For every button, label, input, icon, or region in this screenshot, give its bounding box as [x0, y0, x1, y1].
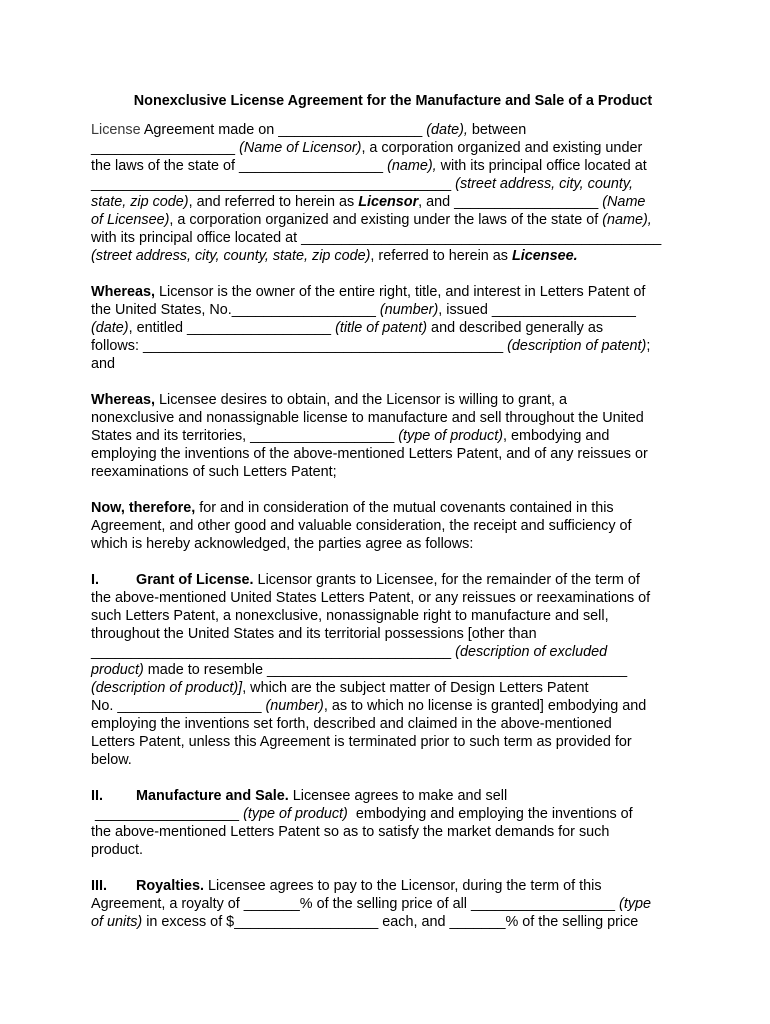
text-line [91, 805, 691, 823]
text-segment: (date) [91, 320, 129, 336]
text-line [91, 229, 691, 247]
text-segment: , referred to herein as [370, 248, 512, 264]
text-segment: (description of product)] [91, 680, 243, 696]
text-segment: of Licensee) [91, 212, 170, 228]
text-segment: below. [91, 752, 132, 768]
text-line [91, 877, 691, 895]
text-segment: with its principal office located at _____________________________________________ [91, 230, 662, 246]
text-line [91, 139, 691, 157]
text-segment: (number) [265, 698, 324, 714]
text-line [91, 337, 691, 355]
text-segment: Licensee. [512, 248, 578, 264]
text-segment: _____________________________________________ [91, 176, 456, 192]
text-segment: (title of patent) [335, 320, 428, 336]
whereas-owner-paragraph [91, 283, 691, 373]
text-line [91, 301, 691, 319]
text-segment: , embodying and [503, 428, 610, 444]
text-segment: Now, therefore, [91, 500, 196, 516]
text-segment: (description of excluded [455, 644, 608, 660]
text-segment: , which are the subject matter of Design Letters Patent [242, 680, 589, 696]
text-line [91, 247, 691, 265]
text-segment: (Name [602, 194, 646, 210]
text-segment: Agreement made on __________________ [140, 122, 427, 138]
text-line [91, 823, 691, 841]
text-segment: (type of product) [398, 428, 504, 444]
text-segment: for and in consideration of the mutual covenants contained in this [195, 500, 614, 516]
text-segment: Licensor grants to Licensee, for the remainder of the term of [253, 572, 640, 588]
text-segment: (Name of Licensor) [239, 140, 362, 156]
text-line [91, 733, 691, 751]
text-segment: Letters Patent, unless this Agreement is terminated prior to such term as provided for [91, 734, 632, 750]
text-segment: of units) [91, 914, 143, 930]
text-segment: __________________ [91, 806, 244, 822]
text-segment: (description of patent) [507, 338, 647, 354]
now-therefore-paragraph [91, 499, 691, 553]
text-segment: the United States, No.__________________ [91, 302, 380, 318]
text-line [91, 841, 691, 859]
text-segment: embodying and employing the inventions of [347, 806, 633, 822]
section-number: II. [91, 788, 103, 804]
text-segment: employing the inventions set forth, described and claimed in the above-mentioned [91, 716, 612, 732]
text-line [91, 895, 691, 913]
text-segment: in excess of $__________________ each, and _______% of the selling price [142, 914, 639, 930]
text-line [91, 643, 691, 661]
text-segment: Whereas, [91, 284, 155, 300]
text-segment: Licensor [358, 194, 419, 210]
text-segment: follows: _____________________________________________ [91, 338, 508, 354]
text-segment: Manufacture and Sale. [136, 788, 289, 804]
text-segment: state, zip code) [91, 194, 189, 210]
section-manufacture-and-sale [91, 787, 691, 859]
text-segment: (name), [602, 212, 652, 228]
text-line [91, 679, 691, 697]
text-segment: which is hereby acknowledged, the parties agree as follows: [91, 536, 474, 552]
text-line [91, 625, 691, 643]
text-line [91, 121, 691, 139]
text-line [91, 751, 691, 769]
text-segment: , a corporation organized and existing under the laws of the state of [169, 212, 603, 228]
text-segment: Licensee agrees to make and sell [288, 788, 508, 804]
text-line [91, 715, 691, 733]
text-segment: nonexclusive and nonassignable license to manufacture and sell throughout the United [91, 410, 644, 426]
text-line [91, 517, 691, 535]
text-segment: Agreement, a royalty of _______% of the selling price of all __________________ [91, 896, 620, 912]
text-segment: Royalties. [136, 878, 204, 894]
text-segment: Whereas, [91, 392, 155, 408]
section-royalties [91, 877, 691, 931]
text-segment: and described generally as [427, 320, 604, 336]
text-segment: the above-mentioned United States Letters Patent, or any reissues or reexaminations of [91, 590, 651, 606]
text-segment: (name), [387, 158, 437, 174]
text-line [91, 355, 691, 373]
text-segment: Licensor is the owner of the entire right, title, and interest in Letters Patent of [155, 284, 646, 300]
text-segment: throughout the United States and its territorial possessions [other than [91, 626, 537, 642]
text-segment: and [91, 356, 116, 372]
text-segment: reexaminations of such Letters Patent; [91, 464, 337, 480]
section-grant-of-license [91, 571, 691, 769]
text-segment: with its principal office located at [436, 158, 647, 174]
text-segment: ; [646, 338, 651, 354]
document-page [91, 92, 691, 949]
text-segment: (street address, city, county, state, zip code) [91, 248, 371, 264]
text-segment: product. [91, 842, 143, 858]
text-segment: (number) [379, 302, 439, 318]
text-line [91, 697, 691, 715]
text-line [91, 661, 691, 679]
text-segment: Licensee desires to obtain, and the Licensor is willing to grant, a [155, 392, 567, 408]
text-segment: Licensee agrees to pay to the Licensor, during the term of this [203, 878, 602, 894]
text-line [91, 499, 691, 517]
text-line [91, 607, 691, 625]
text-segment: between [467, 122, 527, 138]
intro-paragraph [91, 121, 691, 265]
text-segment: _____________________________________________ [91, 644, 456, 660]
text-line [91, 571, 691, 589]
text-segment: Grant of License. [136, 572, 254, 588]
text-line [91, 175, 691, 193]
text-line [91, 211, 691, 229]
text-segment: __________________ [91, 140, 240, 156]
text-line [91, 589, 691, 607]
text-line [91, 319, 691, 337]
text-segment: (type [619, 896, 652, 912]
text-segment: the laws of the state of __________________ [91, 158, 388, 174]
text-segment: Agreement, and other good and valuable consideration, the receipt and sufficiency of [91, 518, 632, 534]
text-segment: , entitled __________________ [128, 320, 336, 336]
text-line [91, 445, 691, 463]
text-segment: , a corporation organized and existing under [361, 140, 643, 156]
text-segment: such Letters Patent, a nonexclusive, nonassignable right to manufacture and sell, [91, 608, 609, 624]
text-segment: made to resemble _____________________________________________ [143, 662, 628, 678]
text-line [91, 463, 691, 481]
text-line [91, 787, 691, 805]
text-segment: (date), [426, 122, 468, 138]
text-line [91, 535, 691, 553]
text-line [91, 193, 691, 211]
text-segment: (street address, city, county, [455, 176, 633, 192]
text-segment: the above-mentioned Letters Patent so as to satisfy the market demands for such [91, 824, 610, 840]
section-number: I. [91, 572, 99, 588]
text-line [91, 391, 691, 409]
text-segment: , as to which no license is granted] embodying and [323, 698, 647, 714]
text-line [91, 409, 691, 427]
text-segment: , and __________________ [418, 194, 603, 210]
text-line [91, 157, 691, 175]
text-line [91, 427, 691, 445]
text-segment: employing the inventions of the above-mentioned Letters Patent, and of any reissues or [91, 446, 648, 462]
text-segment: , and referred to herein as [188, 194, 359, 210]
text-segment: product) [91, 662, 144, 678]
text-segment: No. __________________ [91, 698, 266, 714]
text-segment: (type of product) [243, 806, 348, 822]
text-line [91, 913, 691, 931]
text-segment: States and its territories, __________________ [91, 428, 399, 444]
section-number: III. [91, 878, 107, 894]
document-title: Nonexclusive License Agreement for the Manufacture and Sale of a Product [133, 93, 653, 109]
text-line [91, 283, 691, 301]
whereas-licensee-paragraph [91, 391, 691, 481]
text-segment: License [91, 122, 141, 138]
text-segment: , issued __________________ [438, 302, 636, 318]
